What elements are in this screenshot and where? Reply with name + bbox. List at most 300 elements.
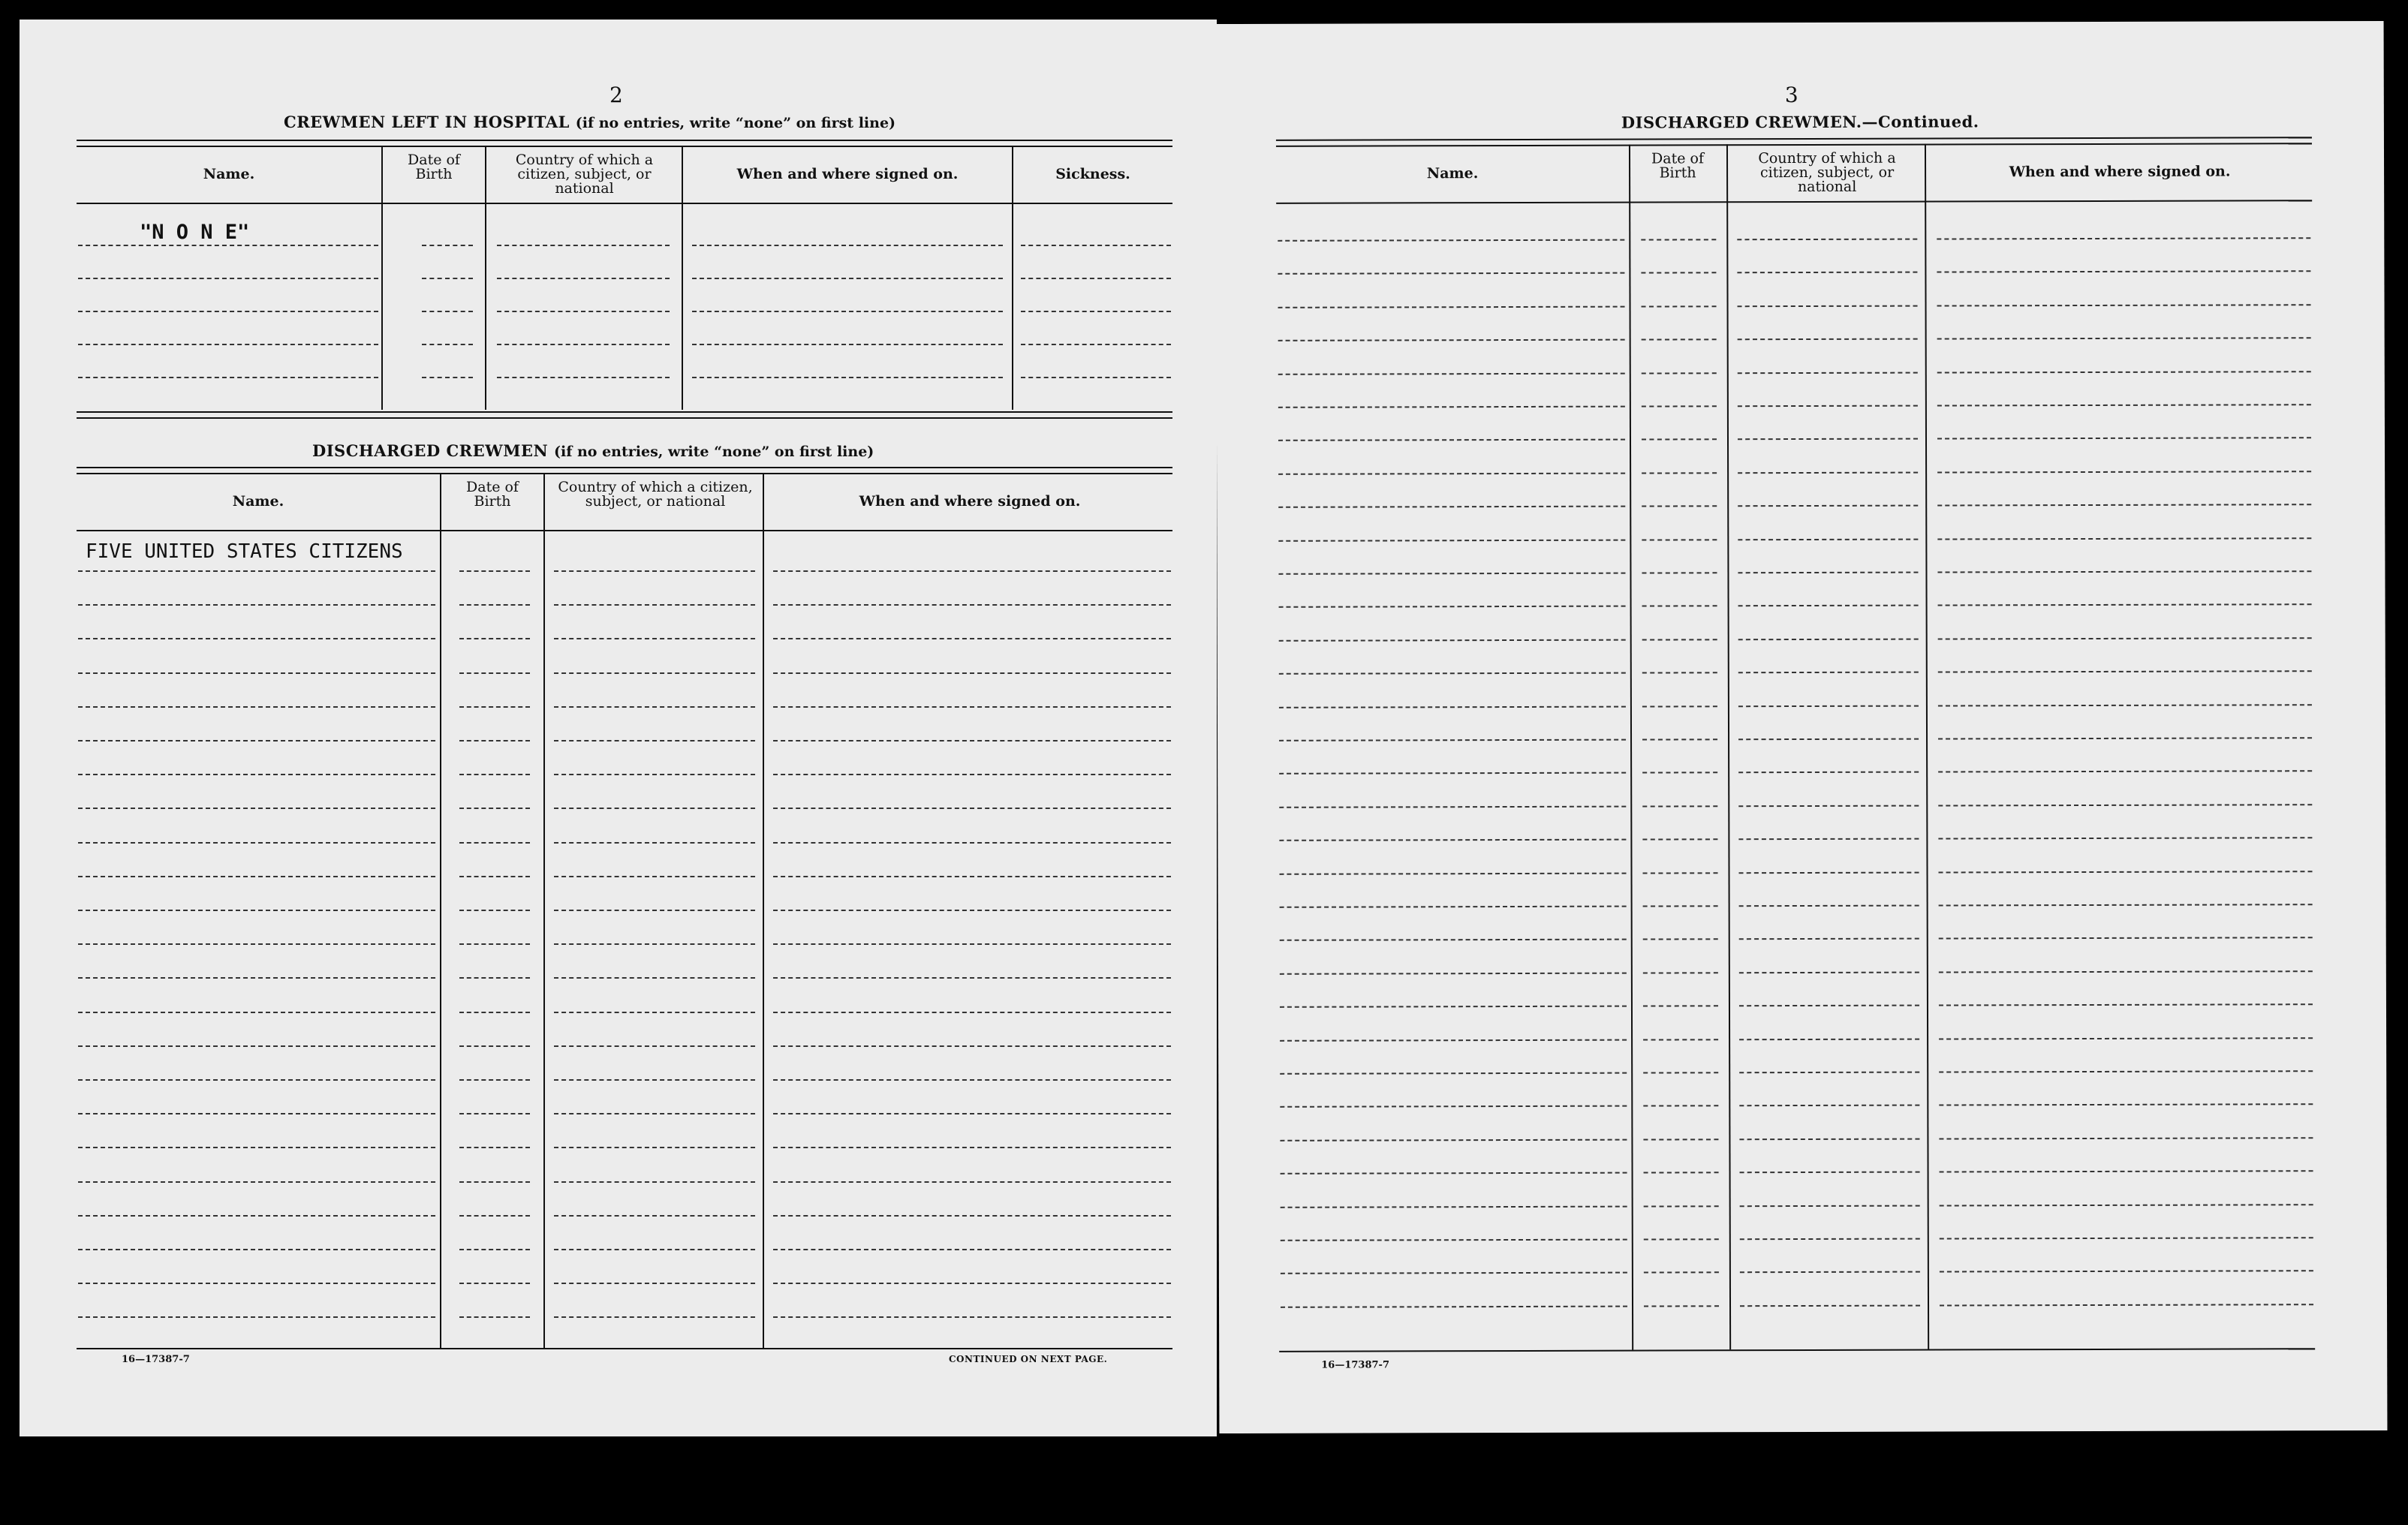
column-divider xyxy=(381,146,383,410)
ruled-line xyxy=(1281,1305,1627,1307)
hospital-section-title xyxy=(284,113,895,131)
ruled-line xyxy=(1738,405,1918,408)
ruled-line xyxy=(554,774,755,775)
discharged-section-title xyxy=(312,441,874,460)
ruled-line xyxy=(1738,305,1918,307)
table-rule xyxy=(77,473,1172,474)
ruled-line xyxy=(773,1045,1171,1047)
ruled-line xyxy=(554,1147,755,1148)
ruled-line xyxy=(78,245,378,246)
ruled-line xyxy=(422,311,473,312)
ruled-line xyxy=(554,1045,755,1047)
ruled-line xyxy=(1642,705,1717,707)
ruled-line xyxy=(78,278,378,279)
column-divider xyxy=(1925,144,1929,1349)
ruled-line xyxy=(1937,371,2311,373)
header-rule xyxy=(77,530,1172,531)
ruled-line xyxy=(1937,337,2311,339)
ruled-line xyxy=(1739,871,1919,874)
ruled-line xyxy=(1278,539,1625,541)
column-header-signed-on: When and where signed on. xyxy=(859,493,1081,510)
ruled-line xyxy=(422,377,473,378)
ruled-line xyxy=(1939,904,2313,906)
ruled-line xyxy=(1278,272,1624,275)
ruled-line xyxy=(1642,338,1717,340)
column-header-dob: Date of Birth xyxy=(1651,150,1705,182)
ruled-line xyxy=(1642,606,1717,607)
ruled-line xyxy=(1279,672,1626,675)
ruled-line xyxy=(78,943,435,945)
ruled-line xyxy=(1644,1272,1719,1274)
ruled-line xyxy=(1644,1172,1719,1173)
continued-note: CONTINUED ON NEXT PAGE. xyxy=(949,1354,1108,1364)
ruled-line xyxy=(459,604,530,606)
ruled-line xyxy=(554,1316,755,1318)
page-number: 2 xyxy=(610,83,623,107)
ruled-line xyxy=(1737,239,1917,241)
ruled-line xyxy=(1937,271,2310,273)
ruled-line xyxy=(78,1045,435,1047)
ruled-line xyxy=(1642,772,1717,774)
ruled-line xyxy=(1739,905,1919,907)
ruled-line xyxy=(459,672,530,674)
ruled-line xyxy=(1938,604,2312,606)
ruled-line xyxy=(1021,245,1171,246)
ruled-line xyxy=(1643,1005,1718,1006)
ruled-line xyxy=(459,1079,530,1081)
column-header-signed-on: When and where signed on. xyxy=(736,166,959,182)
ruled-line xyxy=(1643,939,1718,940)
ruled-line xyxy=(1278,305,1625,308)
ruled-line xyxy=(459,1012,530,1013)
ruled-line xyxy=(1738,338,1918,341)
ruled-line xyxy=(1939,1104,2313,1106)
ruled-line xyxy=(1279,639,1626,641)
ruled-line xyxy=(1739,1072,1919,1074)
ruled-line xyxy=(1939,970,2313,973)
ruled-line xyxy=(422,278,473,279)
ruled-line xyxy=(1281,1172,1627,1175)
ruled-line xyxy=(78,876,435,877)
ruled-line xyxy=(773,740,1171,741)
ruled-line xyxy=(459,808,530,809)
ruled-line xyxy=(78,1012,435,1013)
ruled-line xyxy=(773,1316,1171,1318)
table-rule xyxy=(1276,137,2312,141)
ruled-line xyxy=(459,1045,530,1047)
ruled-line xyxy=(1738,805,1919,807)
ruled-line xyxy=(1642,738,1717,740)
ruled-line xyxy=(692,311,1003,312)
column-header-sickness: Sickness. xyxy=(1055,166,1130,182)
ruled-line xyxy=(1738,572,1918,574)
ruled-line xyxy=(554,943,755,945)
ruled-line xyxy=(773,1283,1171,1284)
ruled-line xyxy=(554,876,755,877)
ruled-line xyxy=(1643,1138,1718,1140)
ruled-line xyxy=(773,570,1171,572)
table-rule xyxy=(77,467,1172,468)
ruled-line xyxy=(1021,311,1171,312)
ruled-line xyxy=(1738,772,1919,774)
ruled-line xyxy=(554,638,755,639)
ruled-line xyxy=(1739,971,1919,973)
ruled-line xyxy=(459,740,530,741)
ruled-line xyxy=(692,344,1003,345)
ruled-line xyxy=(554,570,755,572)
ruled-line xyxy=(1278,439,1625,441)
ruled-line xyxy=(78,1283,435,1284)
ruled-line xyxy=(1643,905,1718,907)
ruled-line xyxy=(459,1283,530,1284)
ruled-line xyxy=(1279,772,1626,775)
ruled-line xyxy=(1642,305,1717,307)
column-header-dob: Date of Birth xyxy=(408,152,460,182)
ruled-line xyxy=(1738,838,1919,841)
ruled-line xyxy=(1938,804,2312,806)
column-header-country: Country of which a citizen, subject, or national xyxy=(1758,149,1896,196)
ruled-line xyxy=(1278,406,1625,408)
ruled-line xyxy=(1938,704,2312,706)
ruled-line xyxy=(1938,837,2312,839)
ruled-line xyxy=(1739,1138,1919,1140)
table-rule xyxy=(77,1348,1172,1349)
ruled-line xyxy=(692,377,1003,378)
ruled-line xyxy=(773,672,1171,674)
ruled-line xyxy=(1642,805,1717,807)
hospital-title: CREWMEN LEFT IN HOSPITAL xyxy=(284,113,570,131)
ruled-line xyxy=(78,774,435,775)
hospital-title-note: (if no entries, write “none” on first line) xyxy=(575,115,896,131)
ruled-line xyxy=(459,638,530,639)
ruled-line xyxy=(78,808,435,809)
ruled-line xyxy=(1278,472,1625,474)
ruled-line xyxy=(1738,738,1919,741)
ruled-line xyxy=(1738,438,1918,441)
ruled-line xyxy=(1278,339,1625,341)
hospital-entry: "N O N E" xyxy=(140,221,250,244)
ruled-line xyxy=(1738,672,1919,674)
ruled-line xyxy=(1642,572,1717,573)
ruled-line xyxy=(554,1113,755,1114)
ruled-line xyxy=(1940,1204,2313,1206)
ruled-line xyxy=(1279,839,1626,841)
column-header-signed-on: When and where signed on. xyxy=(2009,163,2231,181)
ruled-line xyxy=(459,910,530,911)
ruled-line xyxy=(1737,272,1917,274)
ruled-line xyxy=(459,1113,530,1114)
ruled-line xyxy=(78,706,435,708)
ruled-line xyxy=(1937,471,2311,473)
continued-ruled-lines xyxy=(1216,21,2384,24)
ruled-line xyxy=(1740,1271,1920,1274)
ruled-line xyxy=(1280,1138,1627,1141)
ruled-line xyxy=(1738,605,1919,607)
ruled-line xyxy=(1643,872,1718,874)
ruled-line xyxy=(1644,1238,1719,1240)
ruled-line xyxy=(1280,972,1627,974)
ruled-line xyxy=(422,344,473,345)
ruled-line xyxy=(1939,1037,2313,1039)
table-rule xyxy=(77,146,1172,147)
column-divider xyxy=(1629,145,1633,1350)
ruled-line xyxy=(459,1316,530,1318)
ruled-line xyxy=(1940,1170,2313,1172)
table-rule xyxy=(77,411,1172,413)
ruled-line xyxy=(422,245,473,246)
ruled-line xyxy=(1739,1105,1919,1107)
ruled-line xyxy=(1643,1039,1718,1040)
ruled-line xyxy=(1739,938,1919,940)
ruled-line xyxy=(1938,637,2312,639)
ruled-line xyxy=(1279,606,1626,608)
ruled-line xyxy=(78,1316,435,1318)
ruled-line xyxy=(554,740,755,741)
ruled-line xyxy=(1641,272,1716,274)
form-number: 16—17387-7 xyxy=(1321,1359,1390,1371)
ruled-line xyxy=(1642,838,1717,840)
ruled-line xyxy=(1280,1039,1627,1041)
ruled-line xyxy=(1939,1137,2313,1139)
ruled-line xyxy=(1281,1239,1627,1241)
ruled-line xyxy=(773,1181,1171,1183)
ruled-line xyxy=(1938,771,2312,773)
ruled-line xyxy=(554,1283,755,1284)
ruled-line xyxy=(1740,1205,1920,1207)
table-rule xyxy=(77,140,1172,141)
ruled-line xyxy=(1940,1237,2313,1239)
ruled-line xyxy=(459,977,530,979)
column-header-name: Name. xyxy=(203,166,255,182)
ruled-line xyxy=(1642,639,1717,640)
ruled-line xyxy=(773,977,1171,979)
ruled-line xyxy=(1279,705,1626,708)
ruled-line xyxy=(554,1079,755,1081)
ruled-line xyxy=(1937,438,2311,440)
ruled-line xyxy=(1642,505,1717,507)
ruled-line xyxy=(1937,570,2311,573)
ruled-line xyxy=(1280,939,1627,941)
ruled-line xyxy=(554,706,755,708)
column-header-name: Name. xyxy=(1426,165,1479,182)
ruled-line xyxy=(1642,372,1717,374)
header-rule xyxy=(77,203,1172,204)
ruled-line xyxy=(1738,505,1918,507)
discharged-title: DISCHARGED CREWMEN xyxy=(312,441,549,460)
column-divider xyxy=(1726,144,1731,1349)
ruled-line xyxy=(1641,239,1716,240)
ruled-line xyxy=(497,377,670,378)
ruled-line xyxy=(78,740,435,741)
ruled-line xyxy=(1643,1105,1718,1107)
ruled-line xyxy=(554,1249,755,1250)
ruled-line xyxy=(1279,805,1626,808)
ruled-line xyxy=(78,842,435,844)
ruled-line xyxy=(78,1147,435,1148)
ruled-line xyxy=(497,245,670,246)
column-divider xyxy=(485,146,486,410)
table-rule xyxy=(1276,143,2312,147)
ruled-line xyxy=(1939,1003,2313,1006)
column-header-dob: Date of Birth xyxy=(466,479,519,510)
ruled-line xyxy=(1021,278,1171,279)
ruled-line xyxy=(773,1012,1171,1013)
ruled-line xyxy=(773,1079,1171,1081)
ruled-line xyxy=(1281,1272,1627,1274)
ruled-line xyxy=(459,1181,530,1183)
ruled-line xyxy=(1280,872,1627,874)
ruled-line xyxy=(459,943,530,945)
ruled-line xyxy=(78,570,435,572)
ruled-line xyxy=(1738,538,1918,540)
ruled-line xyxy=(78,604,435,606)
column-divider xyxy=(440,473,441,1348)
ruled-line xyxy=(692,245,1003,246)
ruled-line xyxy=(773,1113,1171,1114)
ruled-line xyxy=(554,977,755,979)
header-rule xyxy=(1276,200,2312,204)
ruled-line xyxy=(1644,1305,1719,1307)
ruled-line xyxy=(1938,737,2312,739)
ruled-line xyxy=(78,1215,435,1217)
ruled-line xyxy=(1938,670,2312,672)
ruled-line xyxy=(1940,1304,2313,1306)
ruled-line xyxy=(554,1181,755,1183)
ruled-line xyxy=(773,1147,1171,1148)
ruled-line xyxy=(554,910,755,911)
ruled-line xyxy=(78,344,378,345)
column-divider xyxy=(763,473,764,1348)
ruled-line xyxy=(773,706,1171,708)
column-header-country: Country of which a citizen, subject, or national xyxy=(515,152,654,197)
ruled-line xyxy=(1937,537,2311,540)
ruled-line xyxy=(773,604,1171,606)
column-divider xyxy=(543,473,545,1348)
ruled-line xyxy=(1940,1271,2313,1273)
ruled-line xyxy=(459,1249,530,1250)
discharged-entry: FIVE UNITED STATES CITIZENS xyxy=(86,540,403,563)
ruled-line xyxy=(459,1215,530,1217)
ruled-line xyxy=(554,604,755,606)
ruled-line xyxy=(554,1215,755,1217)
ruled-line xyxy=(1280,1006,1627,1008)
ruled-line xyxy=(459,774,530,775)
ruled-line xyxy=(773,1215,1171,1217)
column-divider xyxy=(682,146,683,410)
discharged-title-note: (if no entries, write “none” on first line) xyxy=(553,444,874,460)
ruled-line xyxy=(773,774,1171,775)
ruled-line xyxy=(1021,377,1171,378)
ruled-line xyxy=(1643,1072,1718,1073)
ruled-line xyxy=(773,638,1171,639)
ruled-line xyxy=(1740,1238,1920,1241)
ruled-line xyxy=(459,570,530,572)
ruled-line xyxy=(78,1079,435,1081)
ruled-line xyxy=(1021,344,1171,345)
ruled-line xyxy=(1642,672,1717,673)
ruled-line xyxy=(1278,573,1625,575)
ruled-line xyxy=(78,311,378,312)
ruled-line xyxy=(1738,638,1919,640)
ruled-line xyxy=(1739,1038,1919,1040)
ruled-line xyxy=(1937,304,2311,306)
ruled-line xyxy=(1642,539,1717,540)
ruled-line xyxy=(554,1012,755,1013)
ruled-line xyxy=(78,672,435,674)
ruled-line xyxy=(1644,1205,1719,1207)
continued-section-title: DISCHARGED CREWMEN.—Continued. xyxy=(1621,112,1979,132)
ruled-line xyxy=(554,808,755,809)
left-page xyxy=(20,20,1217,1436)
ruled-line xyxy=(1740,1304,1920,1307)
ruled-line xyxy=(1280,1072,1627,1075)
ruled-line xyxy=(1937,504,2311,506)
ruled-line xyxy=(459,1147,530,1148)
ruled-line xyxy=(1643,972,1718,973)
ruled-line xyxy=(1739,1005,1919,1007)
ruled-line xyxy=(1278,239,1624,242)
ruled-line xyxy=(692,278,1003,279)
ruled-line xyxy=(459,706,530,708)
ruled-line xyxy=(773,1249,1171,1250)
ruled-line xyxy=(1642,405,1717,407)
ruled-line xyxy=(1738,471,1918,474)
table-rule xyxy=(77,417,1172,419)
ruled-line xyxy=(773,842,1171,844)
ruled-line xyxy=(1939,871,2313,873)
ruled-line xyxy=(497,311,670,312)
ruled-line xyxy=(1278,372,1625,374)
ruled-line xyxy=(1939,937,2313,940)
ruled-line xyxy=(78,910,435,911)
ruled-line xyxy=(1937,404,2311,406)
ruled-line xyxy=(1738,371,1918,374)
ruled-line xyxy=(459,876,530,877)
ruled-line xyxy=(554,672,755,674)
ruled-line xyxy=(78,638,435,639)
ruled-line xyxy=(78,1181,435,1183)
ruled-line xyxy=(1280,1105,1627,1108)
ruled-line xyxy=(773,876,1171,877)
page-number: 3 xyxy=(1784,83,1798,108)
ruled-line xyxy=(1740,1172,1920,1174)
ruled-line xyxy=(78,377,378,378)
ruled-line xyxy=(1281,1205,1627,1208)
ruled-line xyxy=(1939,1070,2313,1072)
ruled-line xyxy=(78,1113,435,1114)
ruled-line xyxy=(1280,906,1627,908)
column-header-name: Name. xyxy=(232,493,284,510)
ruled-line xyxy=(1738,705,1919,707)
ruled-line xyxy=(497,344,670,345)
ruled-line xyxy=(1279,739,1626,741)
ruled-line xyxy=(1642,439,1717,441)
ruled-line xyxy=(554,842,755,844)
ruled-line xyxy=(1642,472,1717,474)
ruled-line xyxy=(773,943,1171,945)
column-header-country: Country of which a citizen, subject, or national xyxy=(558,479,753,510)
table-rule xyxy=(1279,1348,2315,1352)
ruled-line xyxy=(773,808,1171,809)
ruled-line xyxy=(1937,237,2310,239)
ruled-line xyxy=(773,910,1171,911)
ruled-line xyxy=(1278,506,1625,508)
column-divider xyxy=(1012,146,1013,410)
ruled-line xyxy=(459,842,530,844)
right-page xyxy=(1216,21,2388,1433)
form-number: 16—17387-7 xyxy=(122,1354,190,1365)
ruled-line xyxy=(78,1249,435,1250)
